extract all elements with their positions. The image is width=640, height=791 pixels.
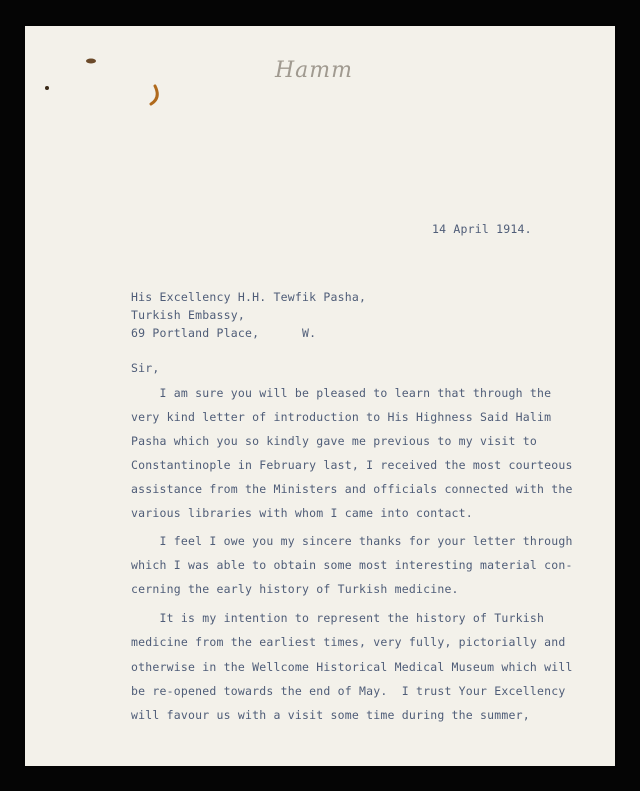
body-line: I am sure you will be pleased to learn that through the: [131, 386, 552, 400]
body-line: I feel I owe you my sincere thanks for your letter through: [131, 534, 573, 548]
body-line: will favour us with a visit some time during the summer,: [131, 708, 530, 722]
body-line: Constantinople in February last, I received the most courteous: [131, 458, 573, 472]
body-line: assistance from the Ministers and officials connected with the: [131, 482, 573, 496]
body-line: cerning the early history of Turkish medicine.: [131, 582, 459, 596]
salutation: Sir,: [131, 361, 160, 375]
body-line: Pasha which you so kindly gave me previous to my visit to: [131, 434, 538, 448]
handwritten-annotation: Hamm: [275, 58, 354, 83]
letter-page: [25, 26, 615, 766]
letter-date: 14 April 1914.: [432, 222, 532, 236]
address-line: His Excellency H.H. Tewfik Pasha,: [131, 290, 367, 304]
body-line: be re-opened towards the end of May. I trust Your Excellency: [131, 684, 566, 698]
body-line: otherwise in the Wellcome Historical Medical Museum which will: [131, 660, 573, 674]
address-line: Turkish Embassy,: [131, 308, 245, 322]
address-line: 69 Portland Place, W.: [131, 326, 317, 340]
body-line: which I was able to obtain some most interesting material con-: [131, 558, 573, 572]
body-line: various libraries with whom I came into contact.: [131, 506, 473, 520]
rust-stain-mark: [39, 54, 159, 109]
body-line: very kind letter of introduction to His Highness Said Halim: [131, 410, 552, 424]
body-line: medicine from the earliest times, very fully, pictorially and: [131, 635, 566, 649]
body-line: It is my intention to represent the history of Turkish: [131, 611, 545, 625]
